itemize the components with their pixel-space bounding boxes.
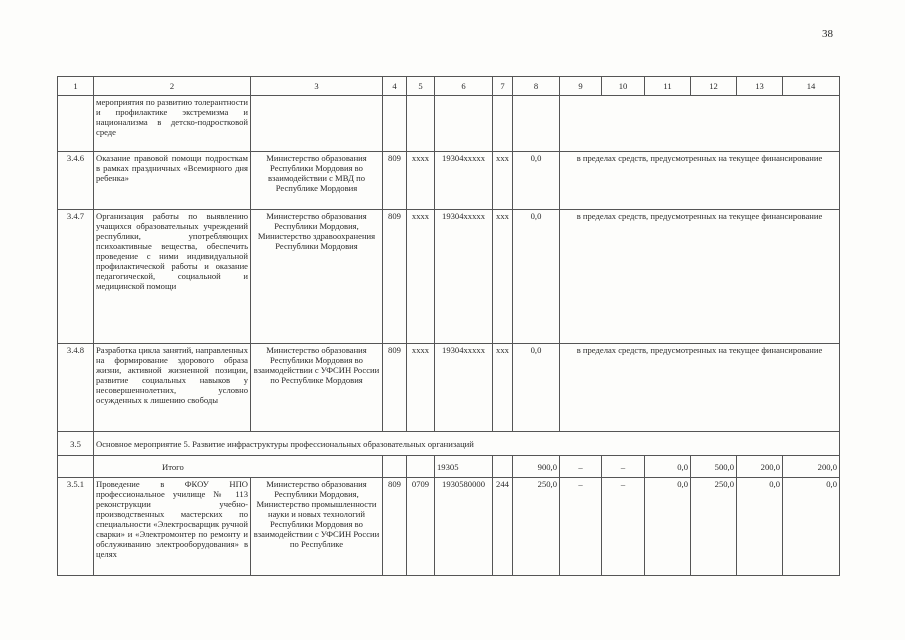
exec-cell: Министерство образования Республики Мордовия, Министерство промышленности науки и новых технологий Республики Мордовия во взаимодействии с УФСИН России по Республике <box>251 478 383 576</box>
header-row <box>58 77 840 96</box>
num-cell: 3.4.8 <box>58 344 94 432</box>
amount-cell: 0,0 <box>513 210 560 344</box>
activity-cell: мероприятия по развитию толерантности и профилактике экстремизма и национализма в детско-подростковой среде <box>94 96 251 152</box>
code-cell: 19305 <box>435 456 493 478</box>
code-cell: 0709 <box>407 478 435 576</box>
amount-cell: 0,0 <box>645 456 691 478</box>
code-cell: 19304ххххх <box>435 344 493 432</box>
code-cell: 244 <box>493 478 513 576</box>
code-cell: хххх <box>407 344 435 432</box>
code-cell: 19304ххххх <box>435 210 493 344</box>
num-cell: 3.4.6 <box>58 152 94 210</box>
header-cell: 2 <box>94 77 251 96</box>
finance-cell: в пределах средств, предусмотренных на текущее финансирование <box>560 344 840 432</box>
amount-cell: 250,0 <box>513 478 560 576</box>
header-cell: 13 <box>737 77 783 96</box>
header-cell: 10 <box>602 77 645 96</box>
table-row <box>58 210 840 344</box>
amount-cell: 200,0 <box>783 456 840 478</box>
amount-cell: 200,0 <box>737 456 783 478</box>
amount-cell: 0,0 <box>513 152 560 210</box>
amount-cell: – <box>560 456 602 478</box>
header-cell: 7 <box>493 77 513 96</box>
amount-cell: 0,0 <box>737 478 783 576</box>
exec-cell: Министерство образования Республики Мордовия во взаимодействии с МВД по Республике Мордовия <box>251 152 383 210</box>
total-label: Итого <box>94 456 383 478</box>
amount-cell: – <box>602 456 645 478</box>
code-cell: 809 <box>383 210 407 344</box>
finance-cell: в пределах средств, предусмотренных на текущее финансирование <box>560 210 840 344</box>
code-cell: 1930580000 <box>435 478 493 576</box>
amount-cell: 0,0 <box>645 478 691 576</box>
header-cell: 12 <box>691 77 737 96</box>
section-title: Основное мероприятие 5. Развитие инфраструктуры профессиональных образовательных организаций <box>94 432 840 456</box>
amount-cell: – <box>560 478 602 576</box>
finance-cell <box>560 96 840 152</box>
num-cell <box>58 96 94 152</box>
table-row <box>58 478 840 576</box>
header-cell: 11 <box>645 77 691 96</box>
section-row <box>58 432 840 456</box>
code-cell: 809 <box>383 152 407 210</box>
amount-cell: – <box>602 478 645 576</box>
header-cell: 5 <box>407 77 435 96</box>
program-table <box>57 76 840 576</box>
amount-cell: 0,0 <box>513 344 560 432</box>
amount-cell: 500,0 <box>691 456 737 478</box>
table-row <box>58 152 840 210</box>
activity-cell: Оказание правовой помощи подросткам в рамках праздничных «Всемирного дня ребенка» <box>94 152 251 210</box>
header-cell: 9 <box>560 77 602 96</box>
code-cell: ххх <box>493 152 513 210</box>
exec-cell: Министерство образования Республики Мордовия во взаимодействии с УФСИН России по Республике Мордовия <box>251 344 383 432</box>
code-cell: 809 <box>383 344 407 432</box>
header-cell: 6 <box>435 77 493 96</box>
code-cell: 19304ххххх <box>435 152 493 210</box>
header-cell: 8 <box>513 77 560 96</box>
code-cell: 809 <box>383 478 407 576</box>
activity-cell: Организация работы по выявлению учащихся образовательных учреждений республики, употребляющих психоактивные вещества, обеспечить проведение с ними индивидуальной профилактической работы и оказание педагогической, социальной и медицинской помощи <box>94 210 251 344</box>
table-row <box>58 344 840 432</box>
num-cell: 3.4.7 <box>58 210 94 344</box>
code-cell: хххх <box>407 152 435 210</box>
total-row <box>58 456 840 478</box>
amount-cell: 900,0 <box>513 456 560 478</box>
header-cell: 14 <box>783 77 840 96</box>
num-cell: 3.5 <box>58 432 94 456</box>
header-cell: 3 <box>251 77 383 96</box>
header-cell: 1 <box>58 77 94 96</box>
header-cell: 4 <box>383 77 407 96</box>
code-cell: хххх <box>407 210 435 344</box>
amount-cell: 250,0 <box>691 478 737 576</box>
activity-cell: Проведение в ФКОУ НПО профессиональное училище № 113 реконструкции учебно-производственных мастерских по специальности «Электросварщик ручной сварки» и «Электромонтер по ремонту и обслуживанию электрооборудования» в целях <box>94 478 251 576</box>
code-cell: ххх <box>493 344 513 432</box>
table-row <box>58 96 840 152</box>
page-number: 38 <box>822 28 833 40</box>
exec-cell <box>251 96 383 152</box>
finance-cell: в пределах средств, предусмотренных на текущее финансирование <box>560 152 840 210</box>
num-cell: 3.5.1 <box>58 478 94 576</box>
code-cell: ххх <box>493 210 513 344</box>
amount-cell: 0,0 <box>783 478 840 576</box>
exec-cell: Министерство образования Республики Мордовия, Министерство здравоохранения Республики Мордовия <box>251 210 383 344</box>
activity-cell: Разработка цикла занятий, направленных на формирование здорового образа жизни, активной жизненной позиции, развитие социальных навыков у несовершеннолетних, условно осужденных к лишению свободы <box>94 344 251 432</box>
